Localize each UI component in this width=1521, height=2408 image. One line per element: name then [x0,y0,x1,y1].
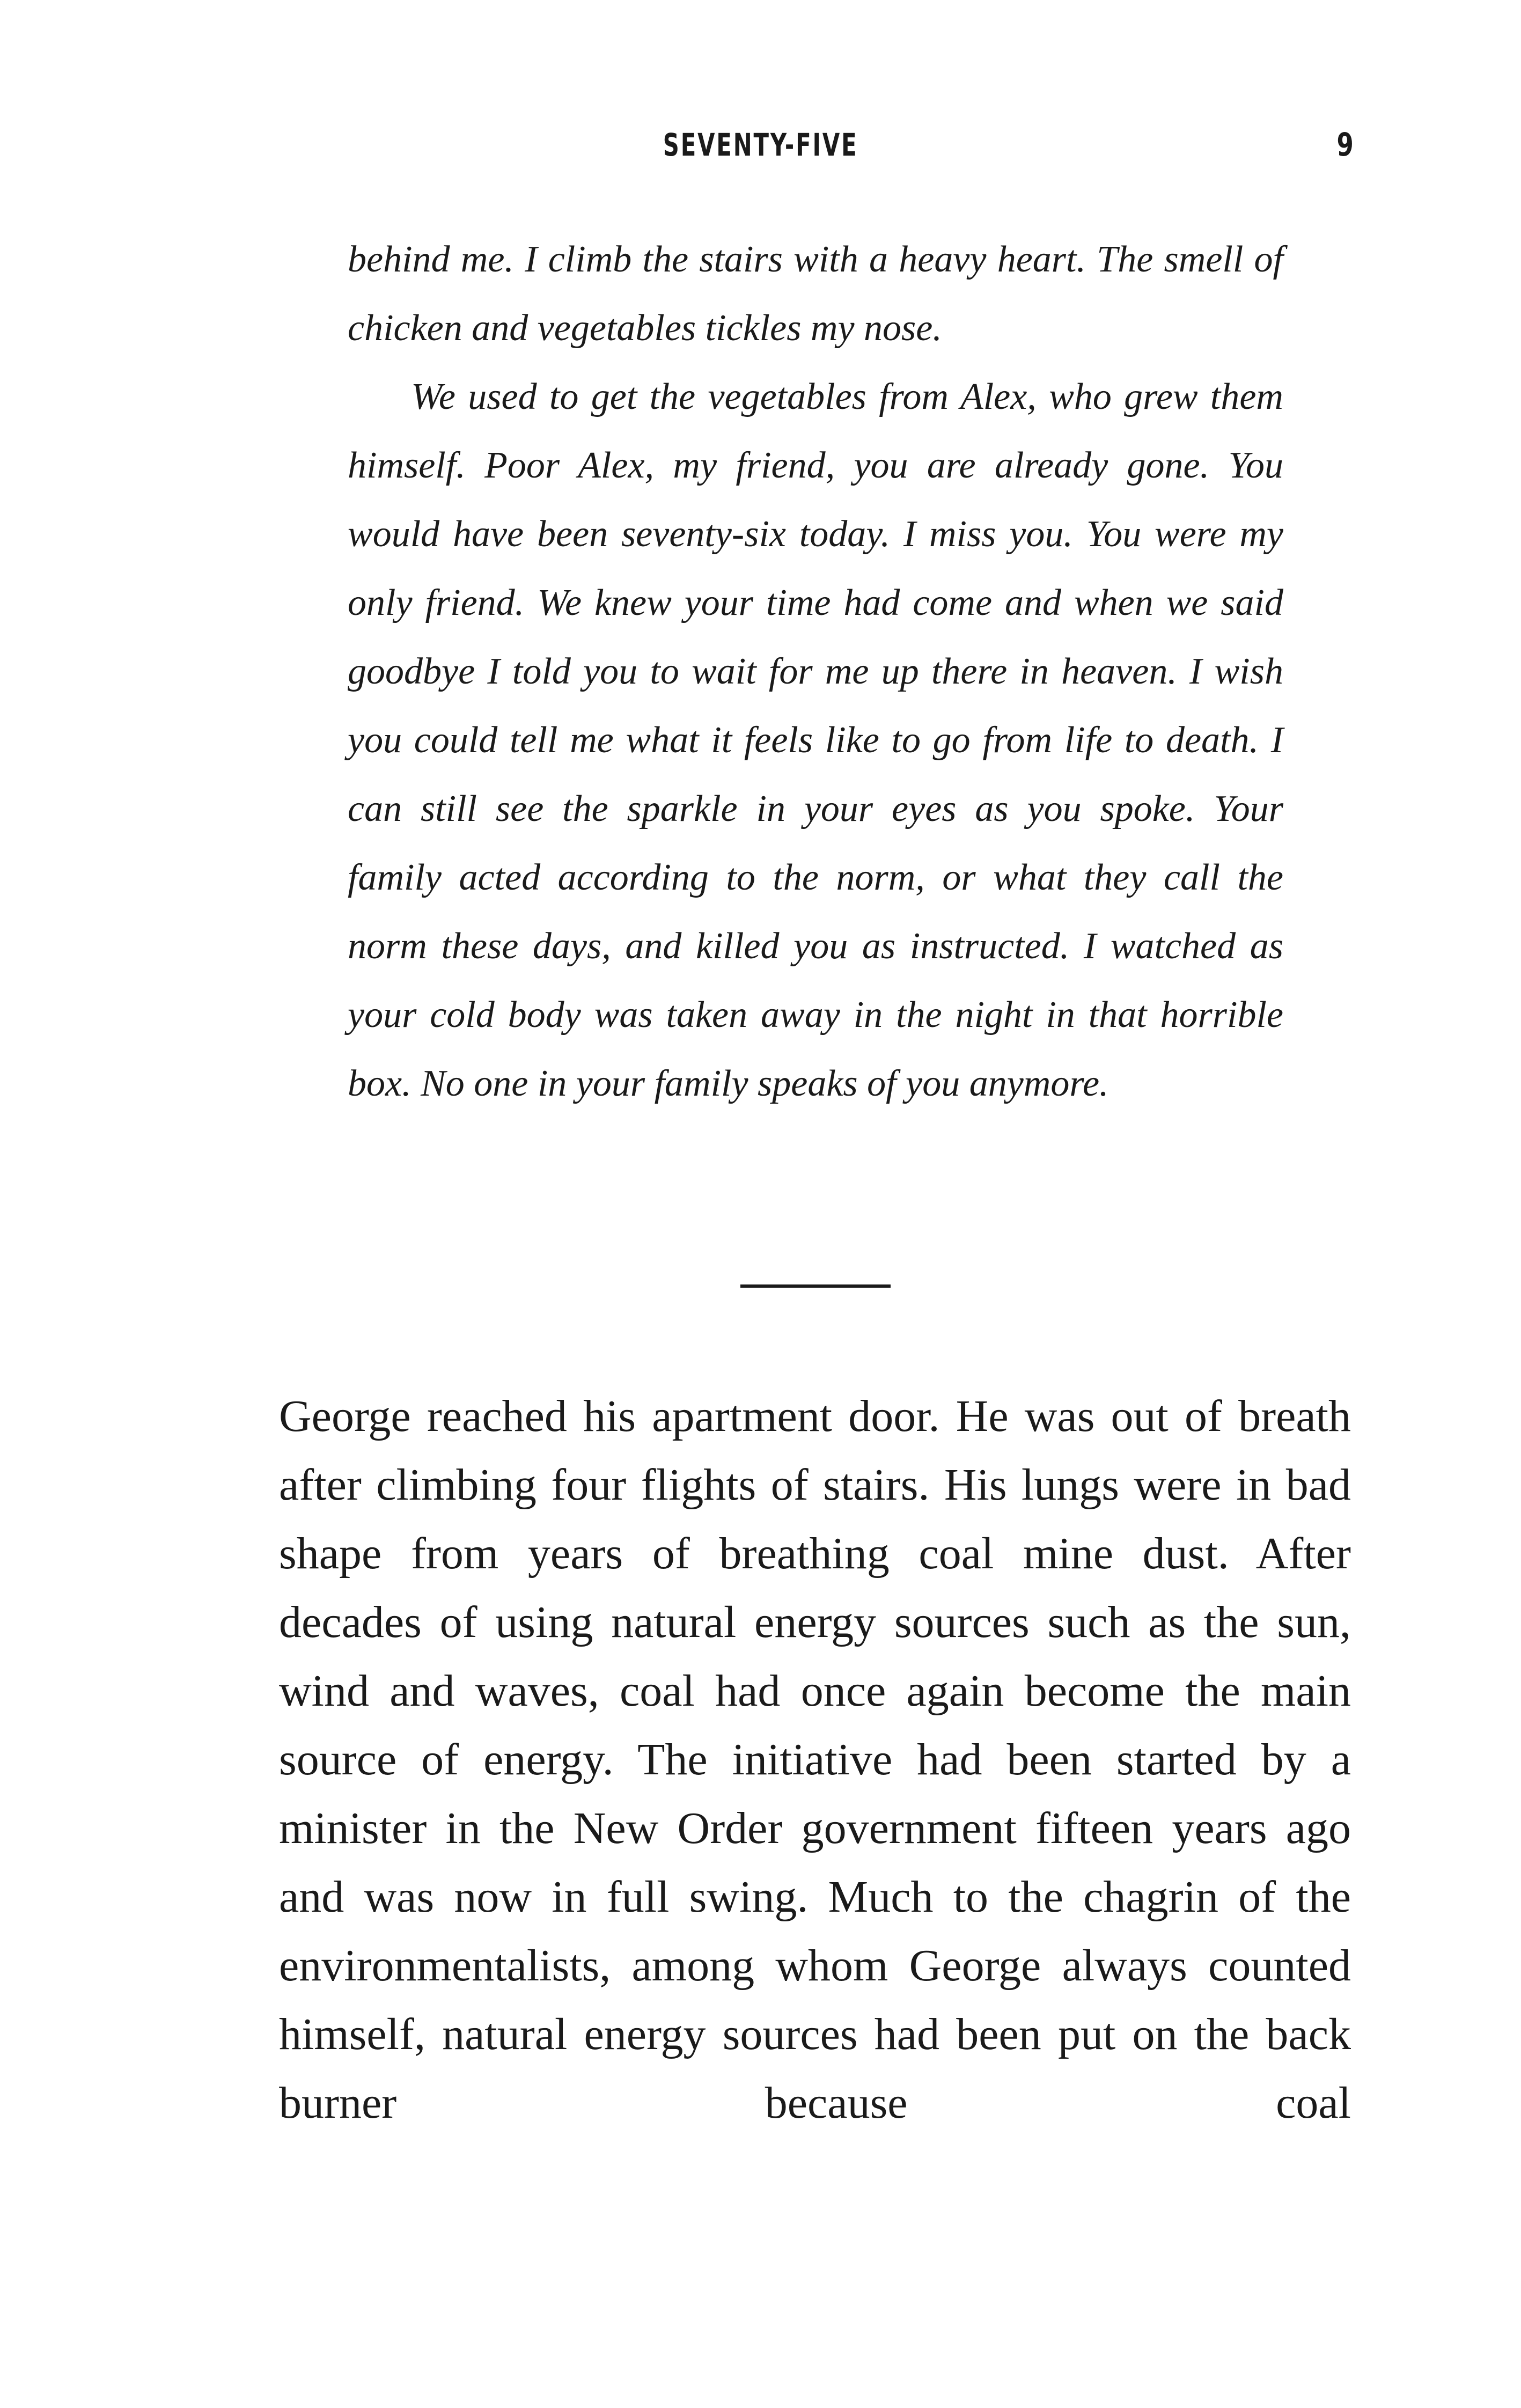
italic-paragraph: behind me. I climb the stairs with a heavy heart. The smell of chicken and vegetables tickles my nose. [348,239,1283,349]
italic-paragraph: We used to get the vegetables from Alex, who grew them himself. Poor Alex, my friend, you are already gone. You would have been seventy-six today. I miss you. You were my only friend. We knew your time had come and when we said goodbye I told you to wait for me up there in heaven. I wish you could tell me what it feels like to go from life to death. I can still see the sparkle in your eyes as you spoke. Your family acted according to the norm, or what they call the norm these days, and killed you as instructed. I watched as your cold body was taken away in the night in that horrible box. No one in your family speaks of you anymore. [348,376,1283,1104]
italic-passage [348,225,1283,1118]
page-number: 9 [1336,126,1354,164]
section-divider [740,1284,891,1288]
main-text [279,1382,1351,2138]
running-head [0,121,1521,169]
book-title: SEVENTY-FIVE [663,127,858,163]
body-paragraph: George reached his apartment door. He was out of breath after climbing four flights of stairs. His lungs were in bad shape from years of breathing coal mine dust. After decades of using natural energy sources such as the sun, wind and waves, coal had once again become the main source of energy. The initiative had been started by a minister in the New Order government fifteen years ago and was now in full swing. Much to the chagrin of the environmentalists, among whom George always counted himself, natural energy sources had been put on the back burner because coal [279,1391,1351,2128]
